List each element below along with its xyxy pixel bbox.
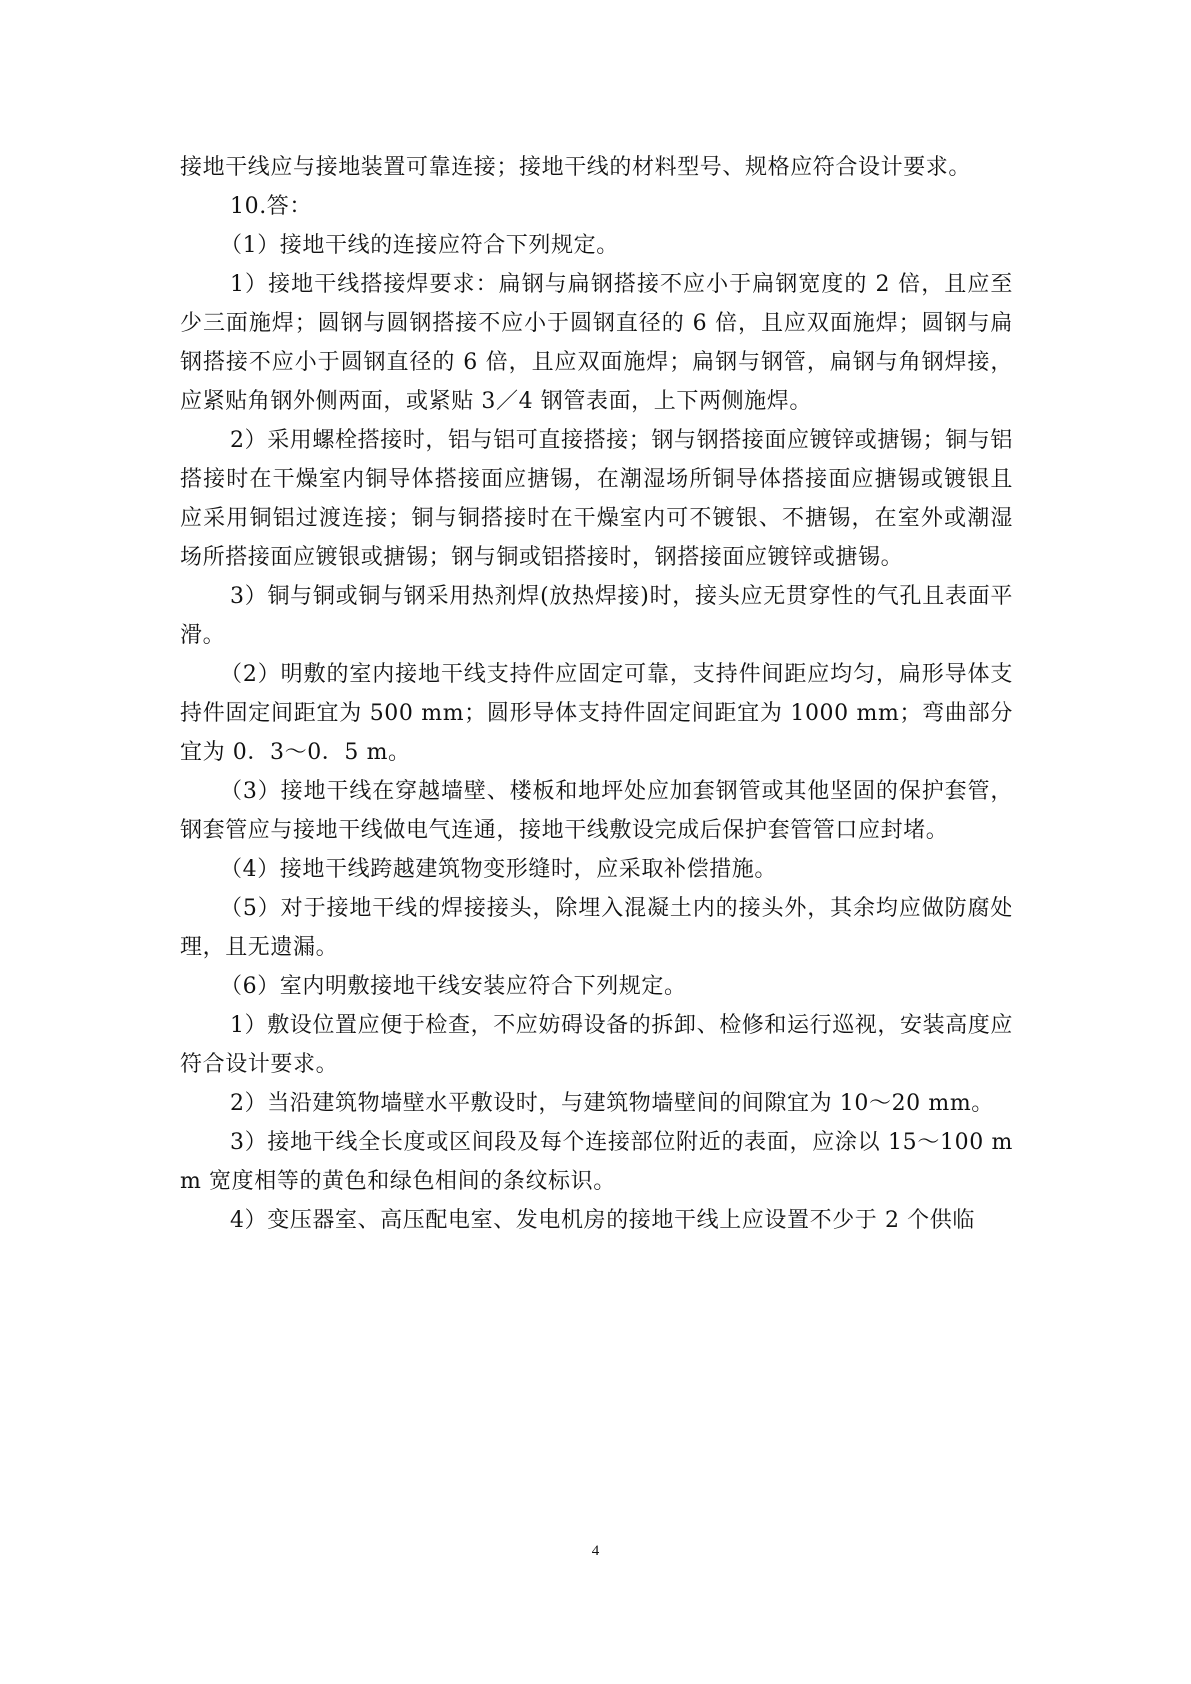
paragraph-9: （4）接地干线跨越建筑物变形缝时，应采取补偿措施。 [220,857,777,882]
paragraph-1: 接地干线应与接地装置可靠连接；接地干线的材料型号、规格应符合设计要求。 [180,155,972,180]
paragraph-2: 10.答： [230,194,312,219]
document-body [180,148,1013,1240]
paragraph-6: 3）铜与铜或铜与钢采用热剂焊(放热焊接)时，接头应无贯穿性的气孔且表面平滑。 [180,584,1013,648]
paragraph-14: 3）接地干线全长度或区间段及每个连接部位附近的表面，应涂以 15～100 mm 宽度相等的黄色和绿色相间的条纹标识。 [180,1130,1013,1194]
paragraph-10: （5）对于接地干线的焊接接头，除埋入混凝土内的接头外，其余均应做防腐处理，且无遗漏。 [180,896,1013,960]
page-number: 4 [591,1543,600,1559]
paragraph-7: （2）明敷的室内接地干线支持件应固定可靠，支持件间距应均匀，扁形导体支持件固定间距宜为 500 mm；圆形导体支持件固定间距宜为 1000 mm；弯曲部分宜为 0．3～0．5 m。 [180,662,1013,765]
paragraph-5: 2）采用螺栓搭接时，铝与铝可直接搭接；钢与钢搭接面应镀锌或搪锡；铜与铝搭接时在干燥室内铜导体搭接面应搪锡，在潮湿场所铜导体搭接面应搪锡或镀银且应采用铜铝过渡连接；铜与铜搭接时在干燥室内可不镀银、不搪锡，在室外或潮湿场所搭接面应镀银或搪锡；钢与铜或铝搭接时，钢搭接面应镀锌或搪锡。 [180,428,1013,570]
paragraph-3: （1）接地干线的连接应符合下列规定。 [220,233,619,258]
paragraph-13: 2）当沿建筑物墙壁水平敷设时，与建筑物墙壁间的间隙宜为 10～20 mm。 [230,1091,994,1116]
paragraph-8: （3）接地干线在穿越墙壁、楼板和地坪处应加套钢管或其他坚固的保护套管，钢套管应与接地干线做电气连通，接地干线敷设完成后保护套管管口应封堵。 [180,779,1013,843]
paragraph-15: 4）变压器室、高压配电室、发电机房的接地干线上应设置不少于 2 个供临 [230,1208,975,1233]
paragraph-4: 1）接地干线搭接焊要求：扁钢与扁钢搭接不应小于扁钢宽度的 2 倍，且应至少三面施焊；圆钢与圆钢搭接不应小于圆钢直径的 6 倍，且应双面施焊；圆钢与扁钢搭接不应小于圆钢直径的 6 倍，且应双面施焊；扁钢与钢管，扁钢与角钢焊接，应紧贴角钢外侧两面，或紧贴 3／4 钢管表面，上下两侧施焊。 [180,272,1013,414]
paragraph-12: 1）敷设位置应便于检查，不应妨碍设备的拆卸、检修和运行巡视，安装高度应符合设计要求。 [180,1013,1013,1077]
paragraph-11: （6）室内明敷接地干线安装应符合下列规定。 [220,974,687,999]
